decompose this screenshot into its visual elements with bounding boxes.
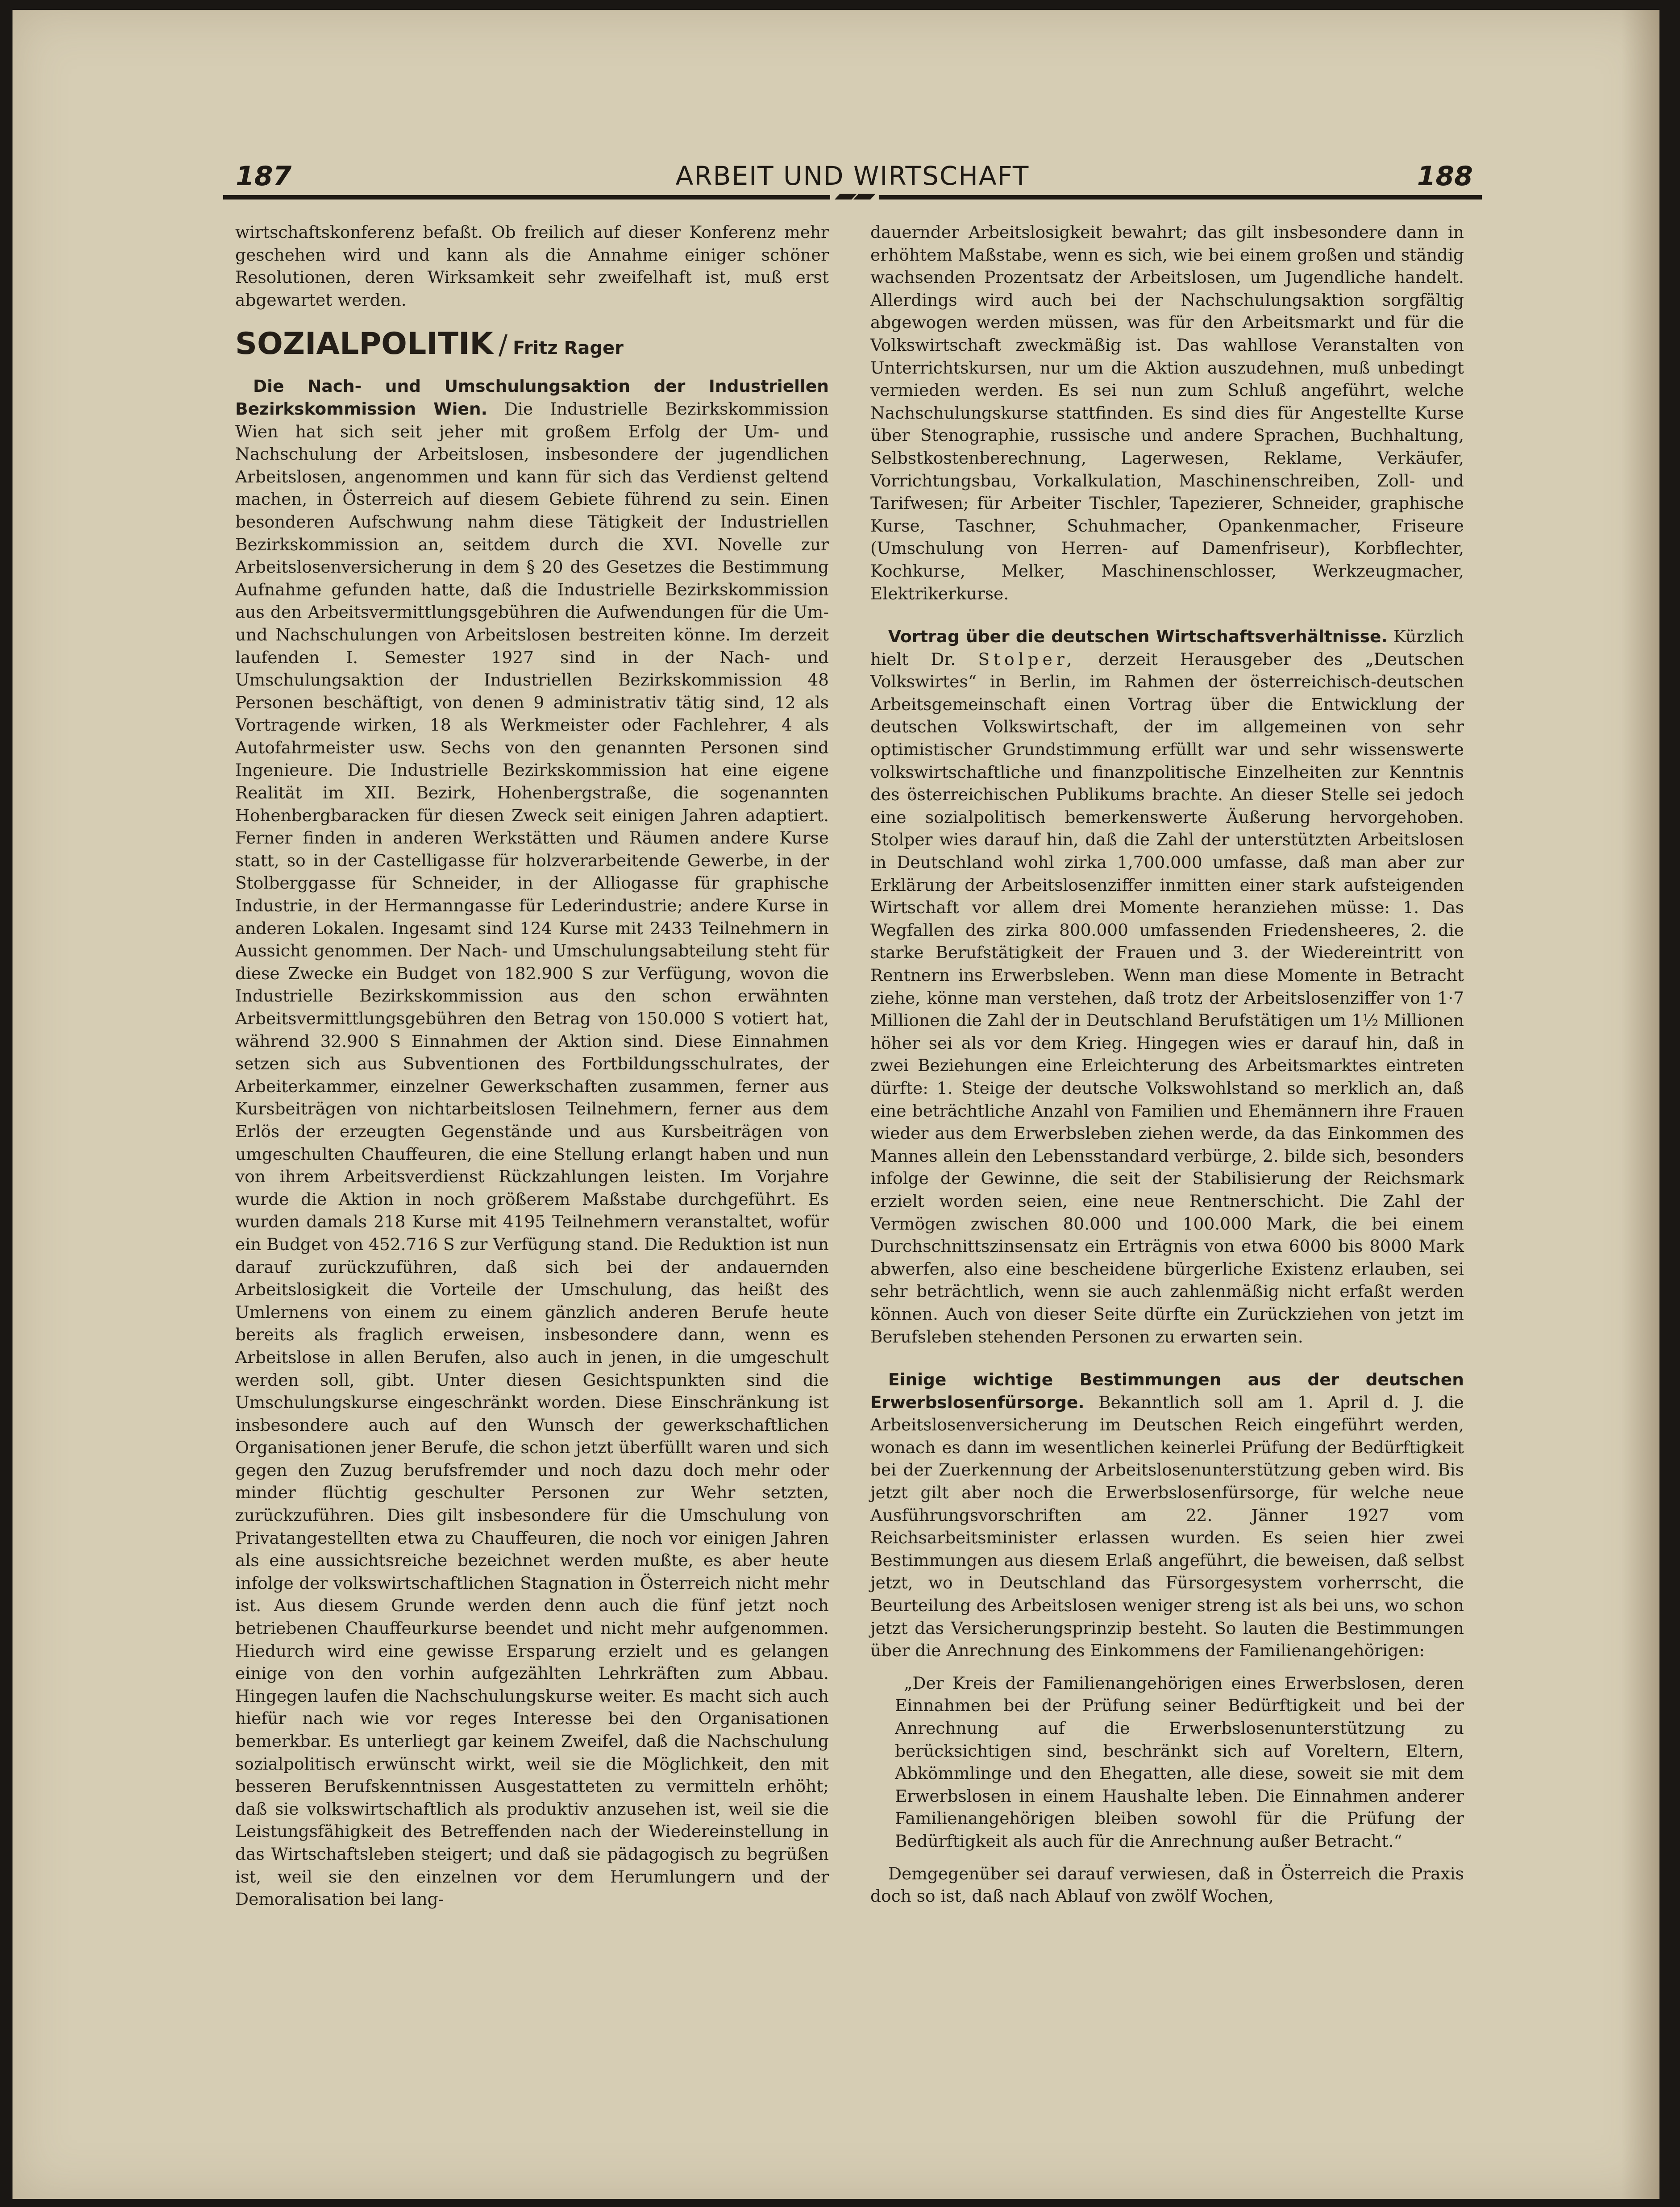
speaker-name: Stolper, xyxy=(978,649,1076,669)
running-header xyxy=(223,161,1482,192)
continued-paragraph: dauernder Arbeitslosigkeit bewahrt; das gilt insbesondere dann in erhöhtem Maßstabe, wenn es sich, wie bei einem großen und ständig wachsenden Prozentsatz der Arbeitslosen, um Jugendliche handelt. Allerdings wird auch bei der Nachschulungsaktion sorgfältig abgewogen werden müssen, was für den Arbeitsmarkt und für die Volkswirtschaft zweckmäßig ist. Das wahllose Veranstalten von Unterrichtskursen, nur um die Aktion auszudehnen, muß unbedingt vermieden werden. Es sei nun zum Schluß angeführt, welche Nachschulungskurse stattfinden. Es sind dies für Angestellte Kurse über Stenographie, russische und andere Sprachen, Buchhaltung, Selbstkostenberechnung, Lagerwesen, Reklame, Verkäufer, Vorrichtungsbau, Vorkalkulation, Maschinenschreiben, Zoll- und Tarifwesen; für Arbeiter Tischler, Tapezierer, Schneider, graphische Kurse, Taschner, Schuhmacher, Opankenmacher, Friseure (Umschulung von Herren- auf Damenfriseur), Korbflechter, Kochkurse, Melker, Maschinenschlosser, Werkzeugmacher, Elektrikerkurse. xyxy=(870,222,1464,603)
article-erwerbslosenfuersorge xyxy=(870,1368,1464,1662)
article-body: Kürzlich hielt Dr. xyxy=(870,627,1464,669)
page-number-left: 187 xyxy=(236,161,292,192)
section-title: SOZIALPOLITIK xyxy=(235,326,493,362)
column-left xyxy=(235,221,829,1911)
header-rule xyxy=(223,193,1482,201)
section-separator: / xyxy=(498,329,508,361)
article-body: Bekanntlich soll am 1. April d. J. die Arbeitslosenversicherung im Deutschen Reich eingeführt werden, wonach es dann im wesentlichen keinerlei Prüfung der Bedürftigkeit bei der Zuerkennung der Arbeitslosenunterstützung geben wird. Bis jetzt gilt aber noch die Erwerbslosenfürsorge, für welche neue Ausführungsvorschriften am 22. Jänner 1927 vom Reichsarbeitsminister erlassen wurden. Es seien hier zwei Bestimmungen aus diesem Erlaß angeführt, die beweisen, daß selbst jetzt, wo in Deutschland das Fürsorgesystem vorherrscht, die Beurteilung des Arbeitslosen weniger streng ist als bei uns, wo schon jetzt das Versicherungsprinzip besteht. So lauten die Bestimmungen über die Anrechnung des Einkommens der Familienangehörigen: xyxy=(870,1392,1464,1661)
article-lead: Die Nach- und Umschulungsaktion der Industriellen Bezirkskommission Wien. xyxy=(235,376,829,419)
article-wirtschaftsverhaeltnisse xyxy=(870,625,1464,1348)
article-umschulung xyxy=(235,375,829,1910)
section-author: Fritz Rager xyxy=(513,338,624,359)
journal-title: ARBEIT UND WIRTSCHAFT xyxy=(675,161,1030,191)
closing-paragraph: Demgegenüber sei darauf verwiesen, daß in Österreich die Praxis doch so ist, daß nach Ablauf von zwölf Wochen, xyxy=(870,1863,1464,1906)
page-spine-shadow xyxy=(1622,10,1659,2199)
column-right xyxy=(870,221,1464,1908)
article-body: derzeit Herausgeber des „Deutschen Volkswirtes“ in Berlin, im Rahmen der österreichisch-deutschen Arbeitsgemeinschaft einen Vortrag über die Entwicklung der deutschen Volkswirtschaft, der im allgemeinen von sehr optimistischer Grundstimmung erfüllt war und sehr wissenswerte volkswirtschaftliche und finanzpolitische Einzelheiten zur Kenntnis des österreichischen Publikums brachte. An dieser Stelle sei jedoch eine sozialpolitisch bemerkenswerte Äußerung hervorgehoben. Stolper wies darauf hin, daß die Zahl der unterstützten Arbeitslosen in Deutschland wohl zirka 1,700.000 umfasse, daß man aber zur Erklärung der Arbeitslosenziffer inmitten einer stark aufsteigenden Wirtschaft vor allem drei Momente heranziehen müsse: 1. Das Wegfallen des zirka 800.000 umfassenden Friedensheeres, 2. die starke Berufstätigkeit der Frauen und 3. der Wiedereintritt von Rentnern ins Erwerbsleben. Wenn man diese Momente in Betracht ziehe, könne man verstehen, daß trotz der Arbeitslosenziffer von 1·7 Millionen die Zahl der in Deutschland Berufstätigen um 1½ Millionen höher sei als vor dem Krieg. Hingegen wies er darauf hin, daß in zwei Beziehungen eine Erleichterung des Arbeitsmarktes eintreten dürfte: 1. Steige der deutsche Volkswohlstand so merklich an, daß eine beträchtliche Anzahl von Familien und Ehemännern ihre Frauen wieder aus dem Erwerbsleben ziehen werde, da das Einkommen des Mannes allein den Lebensstandard verbürge, 2. bilde sich, besonders infolge der Gewinne, die seit der Stabilisierung der Reichsmark erzielt worden seien, eine neue Rentnerschicht. Die Zahl der Vermögen zwischen 80.000 und 100.000 Mark, die bei einem Durchschnittszinsensatz ein Erträgnis von etwa 6000 bis 8000 Mark abwerfen, also eine bescheidene bürgerliche Existenz erlauben, sei sehr beträchtlich, wenn sie auch zahlenmäßig nicht erfaßt werden können. Auch von dieser Seite dürfte ein Zurückziehen von jetzt im Berufsleben stehenden Personen zu erwarten sein. xyxy=(870,649,1464,1347)
continued-paragraph: wirtschaftskonferenz befaßt. Ob freilich auf dieser Konferenz mehr geschehen wird und kann als die Annahme einiger schöner Resolutionen, deren Wirksamkeit sehr zweifelhaft ist, muß erst abgewartet werden. xyxy=(235,222,829,310)
article-lead: Vortrag über die deutschen Wirtschaftsverhältnisse. xyxy=(888,627,1388,647)
article-lead: Einige wichtige Bestimmungen aus der deutschen Erwerbslosenfürsorge. xyxy=(870,1370,1464,1412)
article-body: Die Industrielle Bezirkskommission Wien hat sich seit jeher mit großem Erfolg der Um- und Nachschulung der Arbeitslosen, insbesondere der jugendlichen Arbeitslosen, angenommen und kann für sich das Verdienst geltend machen, in Österreich auf diesem Gebiete führend zu sein. Einen besonderen Aufschwung nahm diese Tätigkeit der Industriellen Bezirkskommission an, seitdem durch die XVI. Novelle zur Arbeitslosenversicherung in dem § 20 des Gesetzes die Bestimmung Aufnahme gefunden hatte, daß die Industrielle Bezirkskommission aus den Arbeitsvermittlungsgebühren die Aufwendungen für die Um- und Nachschulungen von Arbeitslosen bestreiten könne. Im derzeit laufenden I. Semester 1927 sind in der Nach- und Umschulungsaktion der Industriellen Bezirkskommission 48 Personen beschäftigt, von denen 9 administrativ tätig sind, 12 als Vortragende wirken, 18 als Werkmeister oder Fachlehrer, 4 als Autofahrmeister usw. Sechs von den genannten Personen sind Ingenieure. Die Industrielle Bezirkskommission hat eine eigene Realität im XII. Bezirk, Hohenbergstraße, die sogenannten Hohenbergbaracken für diesen Zweck seit einigen Jahren adaptiert. Ferner finden in anderen Werkstätten und Räumen andere Kurse statt, so in der Castelligasse für holzverarbeitende Gewerbe, in der Stolberggasse für Schneider, in der Alliogasse für graphische Industrie, in der Hermanngasse für Lederindustrie; andere Kurse in anderen Lokalen. Ingesamt sind 124 Kurse mit 2433 Teilnehmern in Aussicht genommen. Der Nach- und Umschulungsabteilung steht für diese Zwecke ein Budget von 182.900 S zur Verfügung, wovon die Industrielle Bezirkskommission aus den schon erwähnten Arbeitsvermittlungsgebühren den Betrag von 150.000 S votiert hat, während 32.900 S Einnahmen der Aktion sind. Diese Einnahmen setzen sich aus Subventionen des Fortbildungsschulrates, der Arbeiterkammer, einzelner Gewerkschaften zusammen, ferner aus Kursbeiträgen von nichtarbeitslosen Teilnehmern, ferner aus dem Erlös der erzeugten Gegenstände und aus Kursbeiträgen von umgeschulten Chauffeuren, die eine Stellung erlangt haben und nun von ihrem Arbeitsverdienst Rückzahlungen leisten. Im Vorjahre wurde die Aktion in noch größerem Maßstabe durchgeführt. Es wurden damals 218 Kurse mit 4195 Teilnehmern veranstaltet, wofür ein Budget von 452.716 S zur Verfügung stand. Die Reduktion ist nun darauf zurückzuführen, daß sich bei der andauernden Arbeitslosigkeit die Vorteile der Umschulung, das heißt des Umlernens von einem zu einem gänzlich anderen Berufe heute bereits als fraglich erweisen, insbesondere dann, wenn es Arbeitslose in allen Berufen, also auch in jenen, in die umgeschult werden soll, gibt. Unter diesen Gesichtspunkten sind die Umschulungskurse eingeschränkt worden. Diese Einschränkung ist insbesondere auch auf den Wunsch der gewerkschaftlichen Organisationen jener Berufe, die schon jetzt überfüllt waren und sich gegen den Zuzug berufsfremder und noch dazu doch mehr oder minder flüchtig geschulter Personen zur Wehr setzten, zurückzuführen. Dies gilt insbesondere für die Umschulung von Privatangestellten etwa zu Chauffeuren, die noch vor einigen Jahren als eine aussichtsreiche bezeichnet werden mußte, es aber heute infolge der volkswirtschaftlichen Stagnation in Österreich nicht mehr ist. Aus diesem Grunde werden denn auch die fünf jetzt noch betriebenen Chauffeurkurse beendet und nicht mehr aufgenommen. Hiedurch wird eine gewisse Ersparung erzielt und es gelangen einige von den vorhin aufgezählten Lehrkräften zum Abbau. Hingegen laufen die Nachschulungskurse weiter. Es macht sich auch hiefür nach wie vor reges Interesse bei den Organisationen bemerkbar. Es unterliegt gar keinem Zweifel, daß die Nachschulung sozialpolitisch erwünscht wirkt, weil sie die Möglichkeit, den mit besseren Berufskenntnissen Ausgestatteten zu vermitteln erhöht; daß sie volkswirtschaftlich als produktiv anzusehen ist, weil sie die Leistungsfähigkeit des Betreffenden nach der Wiedereinstellung in das Wirtschaftsleben steigert; und daß sie pädagogisch zu begrüßen ist, weil sie den einzelnen vor dem Herumlungern und der Demoralisation bei lang- xyxy=(235,399,829,1909)
block-quote: „Der Kreis der Familienangehörigen eines Erwerbslosen, deren Einnahmen bei der Prüfung seiner Bedürftigkeit und bei der Anrechnung auf die Erwerbslosenunterstützung zu berücksichtigen sind, beschränkt sich auf Voreltern, Eltern, Abkömmlinge und den Ehegatten, alle diese, soweit sie mit dem Erwerbslosen in einem Haushalte leben. Die Einnahmen anderer Familienangehörigen bleiben sowohl für die Prüfung der Bedürftigkeit als auch für die Anrechnung außer Betracht.“ xyxy=(895,1673,1464,1851)
section-heading xyxy=(235,326,829,366)
page-number-right: 188 xyxy=(1417,161,1473,192)
